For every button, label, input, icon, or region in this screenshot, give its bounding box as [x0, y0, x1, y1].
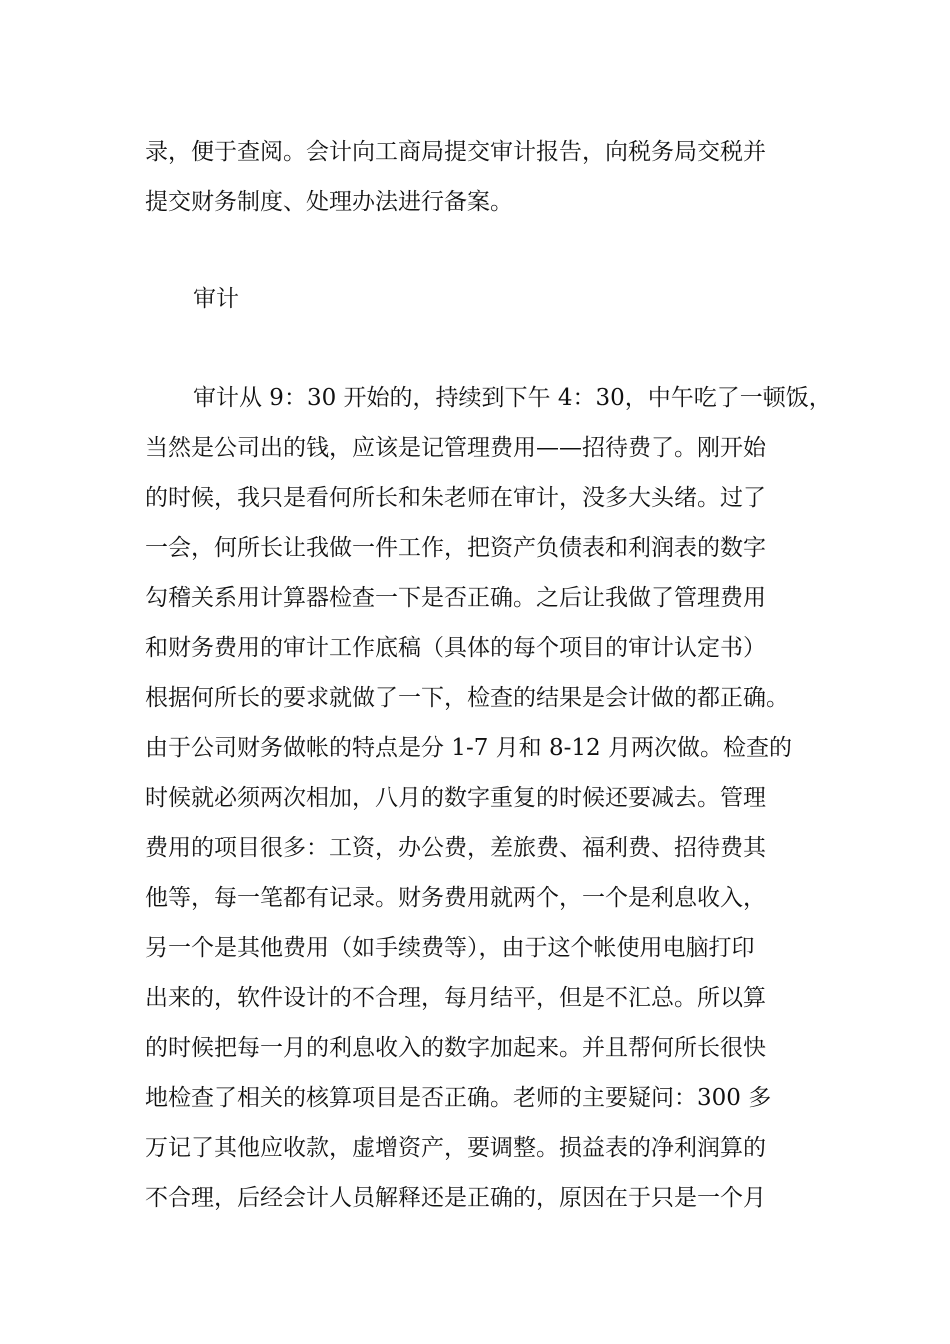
text-line: 出来的，软件设计的不合理，每月结平，但是不汇总。所以算	[145, 985, 766, 1011]
text-line: 不合理，后经会计人员解释还是正确的，原因在于只是一个月	[145, 1185, 766, 1211]
section-heading: 审计	[193, 286, 239, 312]
text-line: 的时候，我只是看何所长和朱老师在审计，没多大头绪。过了	[145, 485, 766, 511]
text-line: 费用的项目很多：工资，办公费，差旅费、福利费、招待费其	[145, 835, 766, 861]
text-line: 由于公司财务做帐的特点是分 1-7 月和 8-12 月两次做。检查的	[145, 735, 792, 761]
text-line: 审计从 9：30 开始的，持续到下午 4：30，中午吃了一顿饭，	[193, 385, 832, 411]
text-line: 他等，每一笔都有记录。财务费用就两个，一个是利息收入，	[145, 885, 766, 911]
text-line: 根据何所长的要求就做了一下，检查的结果是会计做的都正确。	[145, 685, 789, 711]
text-line: 万记了其他应收款，虚增资产，要调整。损益表的净利润算的	[145, 1135, 766, 1161]
text-line: 提交财务制度、处理办法进行备案。	[145, 189, 513, 215]
text-line: 的时候把每一月的利息收入的数字加起来。并且帮何所长很快	[145, 1035, 766, 1061]
text-line: 录，便于查阅。会计向工商局提交审计报告，向税务局交税并	[145, 139, 766, 165]
text-line: 当然是公司出的钱，应该是记管理费用——招待费了。刚开始	[145, 435, 766, 461]
text-line: 另一个是其他费用（如手续费等），由于这个帐使用电脑打印	[145, 935, 755, 961]
text-line: 勾稽关系用计算器检查一下是否正确。之后让我做了管理费用	[145, 585, 766, 611]
text-line: 和财务费用的审计工作底稿（具体的每个项目的审计认定书）	[145, 635, 766, 661]
text-line: 一会，何所长让我做一件工作，把资产负债表和利润表的数字	[145, 535, 766, 561]
text-line: 地检查了相关的核算项目是否正确。老师的主要疑问：300 多	[145, 1085, 772, 1111]
text-line: 时候就必须两次相加，八月的数字重复的时候还要减去。管理	[145, 785, 766, 811]
